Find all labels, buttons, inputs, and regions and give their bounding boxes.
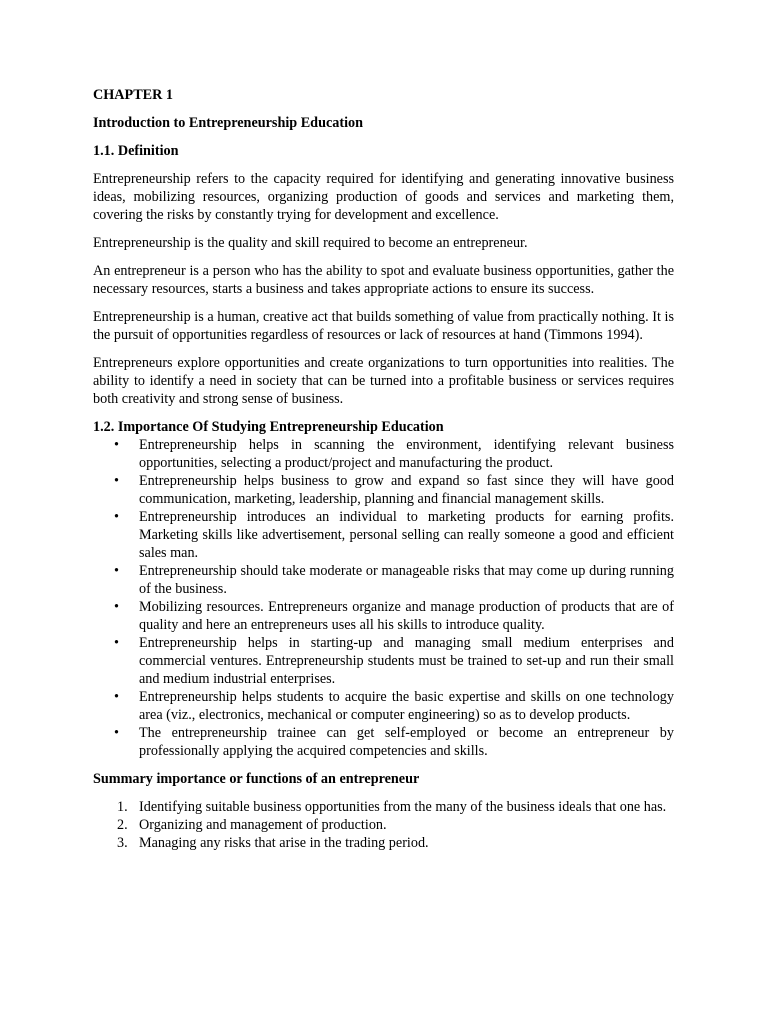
- list-item-text: Identifying suitable business opportunities from the many of the business ideals that one has.: [139, 799, 667, 815]
- importance-bullet-list: [93, 436, 674, 760]
- list-item-text: Managing any risks that arise in the trading period.: [139, 835, 429, 851]
- list-item: [93, 472, 674, 508]
- list-item-text: Entrepreneurship helps business to grow and expand so fast since they will have good communication, marketing, leadership, planning and financial management skills.: [139, 473, 674, 507]
- bullet-icon: •: [114, 599, 119, 615]
- bullet-icon: •: [114, 725, 119, 741]
- bullet-icon: •: [114, 563, 119, 579]
- list-item: [93, 508, 674, 562]
- bullet-icon: •: [114, 473, 119, 489]
- list-item: [93, 816, 674, 834]
- list-item-text: Entrepreneurship should take moderate or manageable risks that may come up during running of the business.: [139, 563, 674, 597]
- document-title: Introduction to Entrepreneurship Education: [93, 115, 364, 131]
- list-item-text: The entrepreneurship trainee can get self-employed or become an entrepreneur by professionally applying the acquired competencies and skills.: [139, 725, 674, 759]
- definition-paragraph: Entrepreneurs explore opportunities and create organizations to turn opportunities into realities. The ability to identify a need in society that can be turned into a profitable business or services requires both creativity and strong sense of business.: [93, 355, 674, 407]
- list-number: 1.: [117, 799, 128, 815]
- list-item: [93, 724, 674, 760]
- list-number: 3.: [117, 835, 128, 851]
- list-item: [93, 436, 674, 472]
- list-item-text: Mobilizing resources. Entrepreneurs organize and manage production of products that are of quality and here an entrepreneurs uses all his skills to introduce quality.: [139, 599, 674, 633]
- definition-paragraph: Entrepreneurship refers to the capacity required for identifying and generating innovative business ideas, mobilizing resources, organizing production of goods and services and marketing them, covering the risks by constantly trying for development and excellence.: [93, 171, 674, 223]
- list-item-text: Entrepreneurship helps in scanning the environment, identifying relevant business opportunities, selecting a product/project and manufacturing the product.: [139, 437, 674, 471]
- list-item-text: Entrepreneurship introduces an individual to marketing products for earning profits. Marketing skills like advertisement, personal selling can really someone a good and efficient sales man.: [139, 509, 674, 561]
- list-number: 2.: [117, 817, 128, 833]
- bullet-icon: •: [114, 509, 119, 525]
- definition-paragraph: An entrepreneur is a person who has the ability to spot and evaluate business opportunities, gather the necessary resources, starts a business and takes appropriate actions to ensure its success.: [93, 263, 674, 297]
- definition-paragraph: Entrepreneurship is the quality and skill required to become an entrepreneur.: [93, 235, 528, 251]
- list-item-text: Entrepreneurship helps in starting-up and managing small medium enterprises and commercial ventures. Entrepreneurship students must be trained to set-up and run their small and medium industrial enterprises.: [139, 635, 674, 687]
- bullet-icon: •: [114, 437, 119, 453]
- bullet-icon: •: [114, 635, 119, 651]
- list-item-text: Entrepreneurship helps students to acquire the basic expertise and skills on one technology area (viz., electronics, mechanical or computer engineering) so as to develop products.: [139, 689, 674, 723]
- list-item: [93, 798, 674, 816]
- list-item: [93, 688, 674, 724]
- summary-numbered-list: [93, 798, 674, 852]
- chapter-label: CHAPTER 1: [93, 87, 174, 103]
- definition-paragraph: Entrepreneurship is a human, creative act that builds something of value from practically nothing. It is the pursuit of opportunities regardless of resources or lack of resources at hand (Timmons 1994).: [93, 309, 674, 343]
- section-heading-importance: 1.2. Importance Of Studying Entrepreneurship Education: [93, 419, 444, 435]
- list-item: [93, 562, 674, 598]
- list-item: [93, 634, 674, 688]
- bullet-icon: •: [114, 689, 119, 705]
- list-item-text: Organizing and management of production.: [139, 817, 387, 833]
- list-item: [93, 598, 674, 634]
- list-item: [93, 834, 674, 852]
- section-heading-definition: 1.1. Definition: [93, 143, 179, 159]
- summary-heading: Summary importance or functions of an entrepreneur: [93, 771, 420, 787]
